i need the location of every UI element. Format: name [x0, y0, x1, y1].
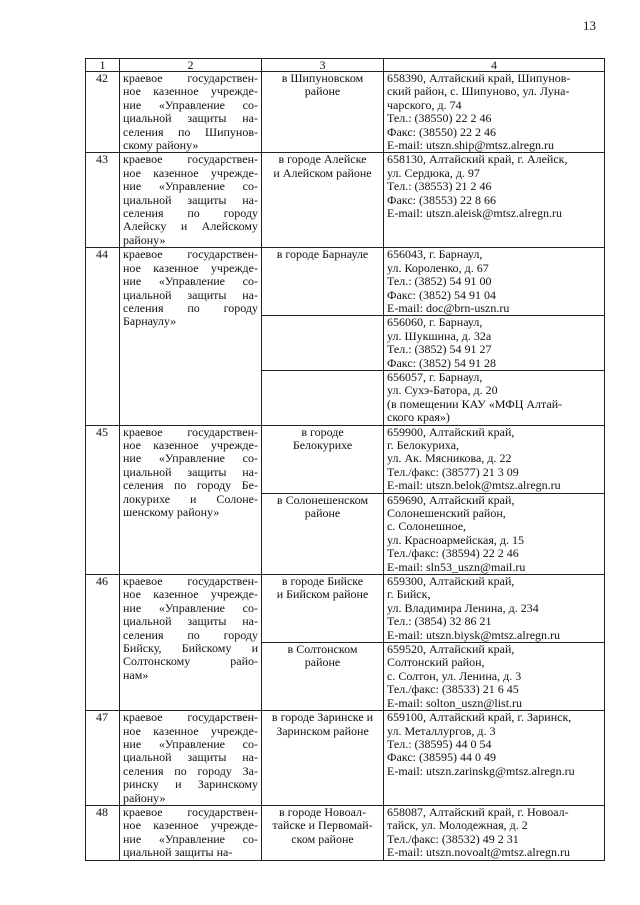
organization-name — [120, 153, 262, 248]
text-line: ский район, с. Шипуново, ул. Луна- — [387, 84, 570, 99]
row-number: 47 — [86, 711, 120, 806]
text-line: E-mail: sln53_uszn@mail.ru — [387, 559, 526, 574]
text-line: ском районе — [291, 831, 354, 846]
table-row — [86, 72, 605, 153]
row-number: 44 — [86, 248, 120, 425]
text-line: ние «Управление со- — [123, 831, 258, 846]
text-line: ное казенное учрежде- — [123, 84, 258, 99]
text-line: ринску и Заринскому — [123, 777, 258, 792]
organization-name — [120, 711, 262, 806]
text-line: в Шипуновском — [281, 71, 364, 85]
text-line: селения по Шипунов- — [123, 124, 258, 139]
text-line: E-mail: solton_uszn@list.ru — [387, 695, 523, 710]
text-line: чарского, д. 74 — [387, 97, 462, 112]
text-line: ное казенное учрежде- — [123, 165, 258, 180]
text-line: краевое государствен- — [123, 574, 258, 589]
text-line: локурихе и Солоне- — [123, 491, 258, 506]
text-line: районе — [304, 655, 341, 670]
text-line: Солонешенский район, — [387, 506, 506, 520]
text-line: краевое государствен- — [123, 152, 258, 167]
table-row — [86, 575, 605, 643]
office-address — [384, 248, 605, 316]
text-line: Тел./факс: (38533) 21 6 45 — [387, 682, 519, 697]
text-line: нам» — [123, 667, 149, 682]
text-line: Тел./факс: (38532) 49 2 31 — [387, 831, 519, 846]
organization-name — [120, 72, 262, 153]
row-number: 42 — [86, 72, 120, 153]
text-line: ул. Красноармейская, д. 15 — [387, 532, 524, 547]
text-line: Солтонскому райо- — [123, 654, 258, 669]
column-number-3: 3 — [262, 59, 384, 72]
service-area — [262, 72, 384, 153]
text-line: 656057, г. Барнаул, — [387, 369, 483, 384]
service-area — [262, 425, 384, 493]
row-number: 43 — [86, 153, 120, 248]
column-number-2: 2 — [120, 59, 262, 72]
text-line: в Солтонском — [287, 642, 358, 657]
text-line: E-mail: utszn.aleisk@mtsz.alregn.ru — [387, 206, 563, 221]
offices-table — [85, 58, 605, 861]
text-line: ное казенное учрежде- — [123, 723, 258, 738]
text-line: ное казенное учрежде- — [123, 818, 258, 833]
table-row — [86, 153, 605, 248]
office-address — [384, 72, 605, 153]
text-line: Тел./факс: (38577) 21 3 09 — [387, 464, 519, 479]
text-line: в городе — [301, 424, 344, 439]
page-number: 13 — [583, 18, 596, 33]
text-line: ние «Управление со- — [123, 451, 258, 466]
service-area — [262, 805, 384, 860]
text-line: скому району» — [123, 138, 199, 153]
office-address — [384, 493, 605, 574]
text-line: в городе Заринске и — [271, 710, 374, 725]
text-line: Алейску и Алейскому — [123, 219, 258, 234]
text-line: в городе Бийске — [281, 574, 364, 589]
text-line: Тел.: (38550) 22 2 46 — [387, 111, 492, 126]
text-line: Тел./факс: (38594) 22 2 46 — [387, 546, 519, 561]
text-line: ние «Управление со- — [123, 97, 258, 112]
text-line: Факс: (38553) 22 8 66 — [387, 192, 496, 207]
text-line: в городе Новоал- — [278, 804, 367, 819]
text-line: районе — [304, 84, 341, 99]
column-number-4: 4 — [384, 59, 605, 72]
text-line: 658087, Алтайский край, г. Новоал- — [387, 804, 569, 819]
text-line: циальной защиты на- — [123, 111, 258, 126]
column-number-row — [86, 59, 605, 72]
text-line: циальной защиты на- — [123, 750, 258, 765]
office-address — [384, 805, 605, 860]
text-line: краевое государствен- — [123, 247, 258, 262]
text-line: 659300, Алтайский край, — [387, 574, 515, 589]
table-body — [86, 72, 605, 861]
text-line: ние «Управление со- — [123, 736, 258, 751]
table-row — [86, 248, 605, 316]
text-line: циальной защиты на- — [123, 287, 258, 302]
text-line: селения по городу — [123, 300, 258, 315]
text-line: ул. Сердюка, д. 97 — [387, 165, 480, 180]
text-line: Тел.: (3854) 32 86 21 — [387, 614, 492, 629]
organization-name — [120, 425, 262, 574]
service-area — [262, 711, 384, 806]
table-row — [86, 711, 605, 806]
text-line: и Бийском районе — [276, 587, 369, 602]
service-area — [262, 575, 384, 643]
text-line: ние «Управление со- — [123, 179, 258, 194]
text-line: ние «Управление со- — [123, 600, 258, 615]
text-line: г. Белокуриха, — [387, 437, 460, 452]
text-line: циальной защиты на- — [123, 614, 258, 629]
text-line: 656060, г. Барнаул, — [387, 315, 483, 330]
text-line: циальной защиты на- — [123, 845, 233, 860]
text-line: 658390, Алтайский край, Шипунов- — [387, 71, 571, 85]
text-line: ул. Короленко, д. 67 — [387, 260, 489, 275]
text-line: селения по городу — [123, 206, 258, 221]
organization-name — [120, 575, 262, 711]
service-area — [262, 370, 384, 425]
text-line: Факс: (3852) 54 91 28 — [387, 355, 496, 370]
office-address — [384, 643, 605, 711]
text-line: в Солонешенском — [276, 492, 369, 507]
text-line: г. Бийск, — [387, 587, 431, 602]
text-line: E-mail: utszn.novoalt@mtsz.alregn.ru — [387, 845, 571, 860]
office-address — [384, 316, 605, 371]
service-area — [262, 248, 384, 316]
text-line: E-mail: utszn.ship@mtsz.alregn.ru — [387, 138, 555, 153]
text-line: Барнаулу» — [123, 314, 177, 329]
text-line: району» — [123, 232, 166, 247]
text-line: ул. Сухэ-Батора, д. 20 — [387, 383, 498, 398]
text-line: циальной защиты на- — [123, 464, 258, 479]
text-line: с. Солонешное, — [387, 519, 467, 534]
office-address — [384, 425, 605, 493]
text-line: Тел.: (3852) 54 91 27 — [387, 342, 492, 357]
text-line: району» — [123, 790, 166, 805]
text-line: с. Солтон, ул. Ленина, д. 3 — [387, 668, 522, 683]
organization-name — [120, 248, 262, 425]
row-number: 48 — [86, 805, 120, 860]
text-line: E-mail: utszn.zarinskg@mtsz.alregn.ru — [387, 763, 575, 778]
organization-name — [120, 805, 262, 860]
row-number: 45 — [86, 425, 120, 574]
text-line: ное казенное учрежде- — [123, 587, 258, 602]
text-line: 658130, Алтайский край, г. Алейск, — [387, 152, 568, 167]
text-line: ное казенное учрежде- — [123, 260, 258, 275]
text-line: Солтонский район, — [387, 655, 485, 670]
text-line: E-mail: utszn.biysk@mtsz.alregn.ru — [387, 627, 561, 642]
office-address — [384, 711, 605, 806]
text-line: шенскому району» — [123, 505, 220, 519]
text-line: ул. Ак. Мясникова, д. 22 — [387, 451, 512, 466]
text-line: Заринском районе — [276, 723, 369, 738]
office-address — [384, 153, 605, 248]
text-line: (в помещении КАУ «МФЦ Алтай- — [387, 396, 563, 411]
text-line: Факс: (38595) 44 0 49 — [387, 750, 496, 765]
text-line: E-mail: utszn.belok@mtsz.alregn.ru — [387, 478, 561, 493]
office-address — [384, 370, 605, 425]
text-line: селения по городу Бе- — [123, 478, 258, 493]
text-line: Бийску, Бийскому и — [123, 641, 258, 656]
column-number-1: 1 — [86, 59, 120, 72]
text-line: Тел.: (3852) 54 91 00 — [387, 274, 492, 289]
service-area — [262, 493, 384, 574]
office-address — [384, 575, 605, 643]
text-line: Факс: (38550) 22 2 46 — [387, 124, 496, 139]
text-line: ние «Управление со- — [123, 274, 258, 289]
text-line: краевое государствен- — [123, 804, 258, 819]
text-line: и Алейском районе — [273, 165, 372, 180]
service-area — [262, 643, 384, 711]
text-line: тайске и Первомай- — [272, 818, 373, 833]
text-line: краевое государствен- — [123, 424, 258, 439]
text-line: E-mail: doc@brn-uszn.ru — [387, 300, 510, 315]
text-line: краевое государствен- — [123, 710, 258, 725]
text-line: ул. Владимира Ленина, д. 234 — [387, 600, 539, 615]
service-area — [262, 316, 384, 371]
text-line: ул. Металлургов, д. 3 — [387, 723, 496, 738]
text-line: 659900, Алтайский край, — [387, 424, 515, 439]
table-row — [86, 805, 605, 860]
text-line: ул. Шукшина, д. 32а — [387, 328, 492, 343]
text-line: Белокурихе — [292, 437, 353, 452]
text-line: ное казенное учрежде- — [123, 437, 258, 452]
text-line: тайск, ул. Молодежная, д. 2 — [387, 818, 528, 833]
text-line: в городе Барнауле — [276, 247, 369, 262]
text-line: в городе Алейске — [278, 152, 367, 167]
text-line: районе — [304, 506, 341, 520]
text-line: селения по городу — [123, 627, 258, 642]
text-line: 659100, Алтайский край, г. Заринск, — [387, 710, 572, 725]
text-line: ского края») — [387, 410, 450, 425]
text-line: 659690, Алтайский край, — [387, 492, 515, 507]
text-line: Тел.: (38553) 21 2 46 — [387, 179, 492, 194]
text-line: Тел.: (38595) 44 0 54 — [387, 736, 492, 751]
text-line: селения по городу За- — [123, 763, 258, 778]
text-line: 659520, Алтайский край, — [387, 642, 515, 657]
service-area — [262, 153, 384, 248]
table-row — [86, 425, 605, 493]
text-line: краевое государствен- — [123, 71, 258, 85]
text-line: 656043, г. Барнаул, — [387, 247, 483, 262]
row-number: 46 — [86, 575, 120, 711]
text-line: Факс: (3852) 54 91 04 — [387, 287, 496, 302]
text-line: циальной защиты на- — [123, 192, 258, 207]
